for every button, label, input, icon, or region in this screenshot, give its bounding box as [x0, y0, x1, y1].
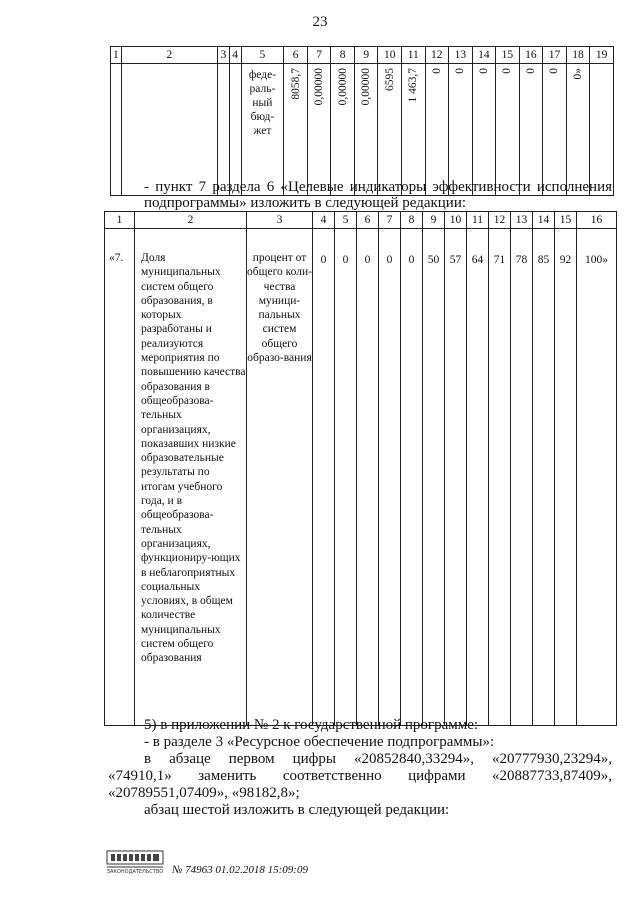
column-header: 10	[378, 47, 402, 64]
indicators-table	[104, 211, 617, 726]
row-number: «7.	[105, 229, 135, 726]
registry-stamp-logo	[106, 850, 164, 874]
column-header: 13	[449, 47, 473, 64]
column-header: 15	[555, 212, 577, 229]
column-header: 14	[472, 47, 496, 64]
column-header: 10	[445, 212, 467, 229]
table-cell: 0	[548, 68, 561, 74]
table-cell: 0	[430, 68, 443, 74]
table-cell: 0»	[571, 68, 584, 80]
abzac6-instruction: абзац шестой изложить в следующей редакции:	[144, 802, 450, 818]
table-cell: 0	[524, 68, 537, 74]
budget-source-cell: феде- раль- ный бюд- жет	[241, 64, 284, 196]
table-cell: 0	[379, 229, 401, 726]
table-cell: 100»	[577, 229, 617, 726]
table-cell: 57	[445, 229, 467, 726]
column-header: 1	[111, 47, 122, 64]
column-header: 12	[489, 212, 511, 229]
table-cell: 0,00000	[360, 68, 373, 106]
table-row	[105, 229, 617, 726]
column-header: 18	[566, 47, 590, 64]
column-header: 16	[577, 212, 617, 229]
table-cell: 0	[335, 229, 357, 726]
column-header: 7	[379, 212, 401, 229]
section3-instruction: - в разделе 3 «Ресурсное обеспечение подпрограммы»:	[144, 734, 495, 750]
column-header: 2	[135, 212, 247, 229]
column-header: 8	[401, 212, 423, 229]
unit-of-measure: процент от общего коли-чества муници-пальных систем общего образо-вания	[247, 229, 313, 726]
table-header-row	[111, 47, 614, 64]
column-header: 5	[241, 47, 284, 64]
table-cell: 0,00000	[336, 68, 349, 106]
column-header: 19	[590, 47, 614, 64]
table-cell: 0	[313, 229, 335, 726]
column-header: 15	[496, 47, 520, 64]
column-header: 2	[121, 47, 217, 64]
appendix-instruction: 5) в приложении № 2 к государственной программе:	[144, 717, 479, 733]
column-header: 12	[425, 47, 449, 64]
table-cell: 8058,7	[289, 68, 302, 100]
table-cell: 85	[533, 229, 555, 726]
column-header: 16	[519, 47, 543, 64]
table-cell: 78	[511, 229, 533, 726]
column-header: 3	[218, 47, 230, 64]
abzac1-line3: «20789551,07409», «98182,8»;	[108, 785, 300, 801]
column-header: 9	[423, 212, 445, 229]
table-cell: 71	[489, 229, 511, 726]
table-cell: 0,00000	[313, 68, 326, 106]
column-header: 11	[467, 212, 489, 229]
column-header: 4	[229, 47, 241, 64]
column-header: 5	[335, 212, 357, 229]
table-cell: 0	[454, 68, 467, 74]
column-header: 1	[105, 212, 135, 229]
column-header: 6	[284, 47, 308, 64]
abzac1-line2: «74910,1» заменить соответственно цифрами «20887733,87409»,	[108, 768, 612, 784]
column-header: 9	[354, 47, 378, 64]
table-cell: 92	[555, 229, 577, 726]
table-header-row	[105, 212, 617, 229]
abzac1-line1: в абзаце первом цифры «20852840,33294», «20777930,23294»,	[144, 751, 612, 767]
table-row	[111, 64, 614, 196]
indicator-name: Доля муниципальных систем общего образования, в которых разработаны и реализуются мероприятия по повышению качества образования в общеобразова-тельных организациях, показавших низкие образовательные результаты по итогам учебного года, и в общеобразова-тельных организациях, функциониру-ющих в неблагоприятных социальных условиях, в общем количестве муниципальных систем общего образования	[135, 229, 247, 726]
column-header: 7	[307, 47, 331, 64]
column-header: 17	[543, 47, 567, 64]
table-cell: 1 463,7	[407, 68, 420, 103]
table-cell: 0	[477, 68, 490, 74]
column-header: 11	[401, 47, 425, 64]
table-cell: 0	[357, 229, 379, 726]
table-cell: 6595	[383, 68, 396, 91]
svg-text:ЗАКОНОДАТЕЛЬСТВО: ЗАКОНОДАТЕЛЬСТВО	[106, 869, 164, 874]
registry-number: № 74963 01.02.2018 15:09:09	[172, 864, 308, 876]
column-header: 3	[247, 212, 313, 229]
column-header: 6	[357, 212, 379, 229]
table-cell: 0	[501, 68, 514, 74]
table-cell: 0	[401, 229, 423, 726]
column-header: 14	[533, 212, 555, 229]
column-header: 13	[511, 212, 533, 229]
funding-table	[110, 46, 614, 196]
page-number: 23	[312, 14, 328, 30]
column-header: 4	[313, 212, 335, 229]
item7-instruction: - пункт 7 раздела 6 «Целевые индикаторы эффективности исполнения подпрограммы» изложить в следующей редакции:	[144, 179, 612, 211]
table-cell: 50	[423, 229, 445, 726]
table-cell: 64	[467, 229, 489, 726]
column-header: 8	[331, 47, 355, 64]
